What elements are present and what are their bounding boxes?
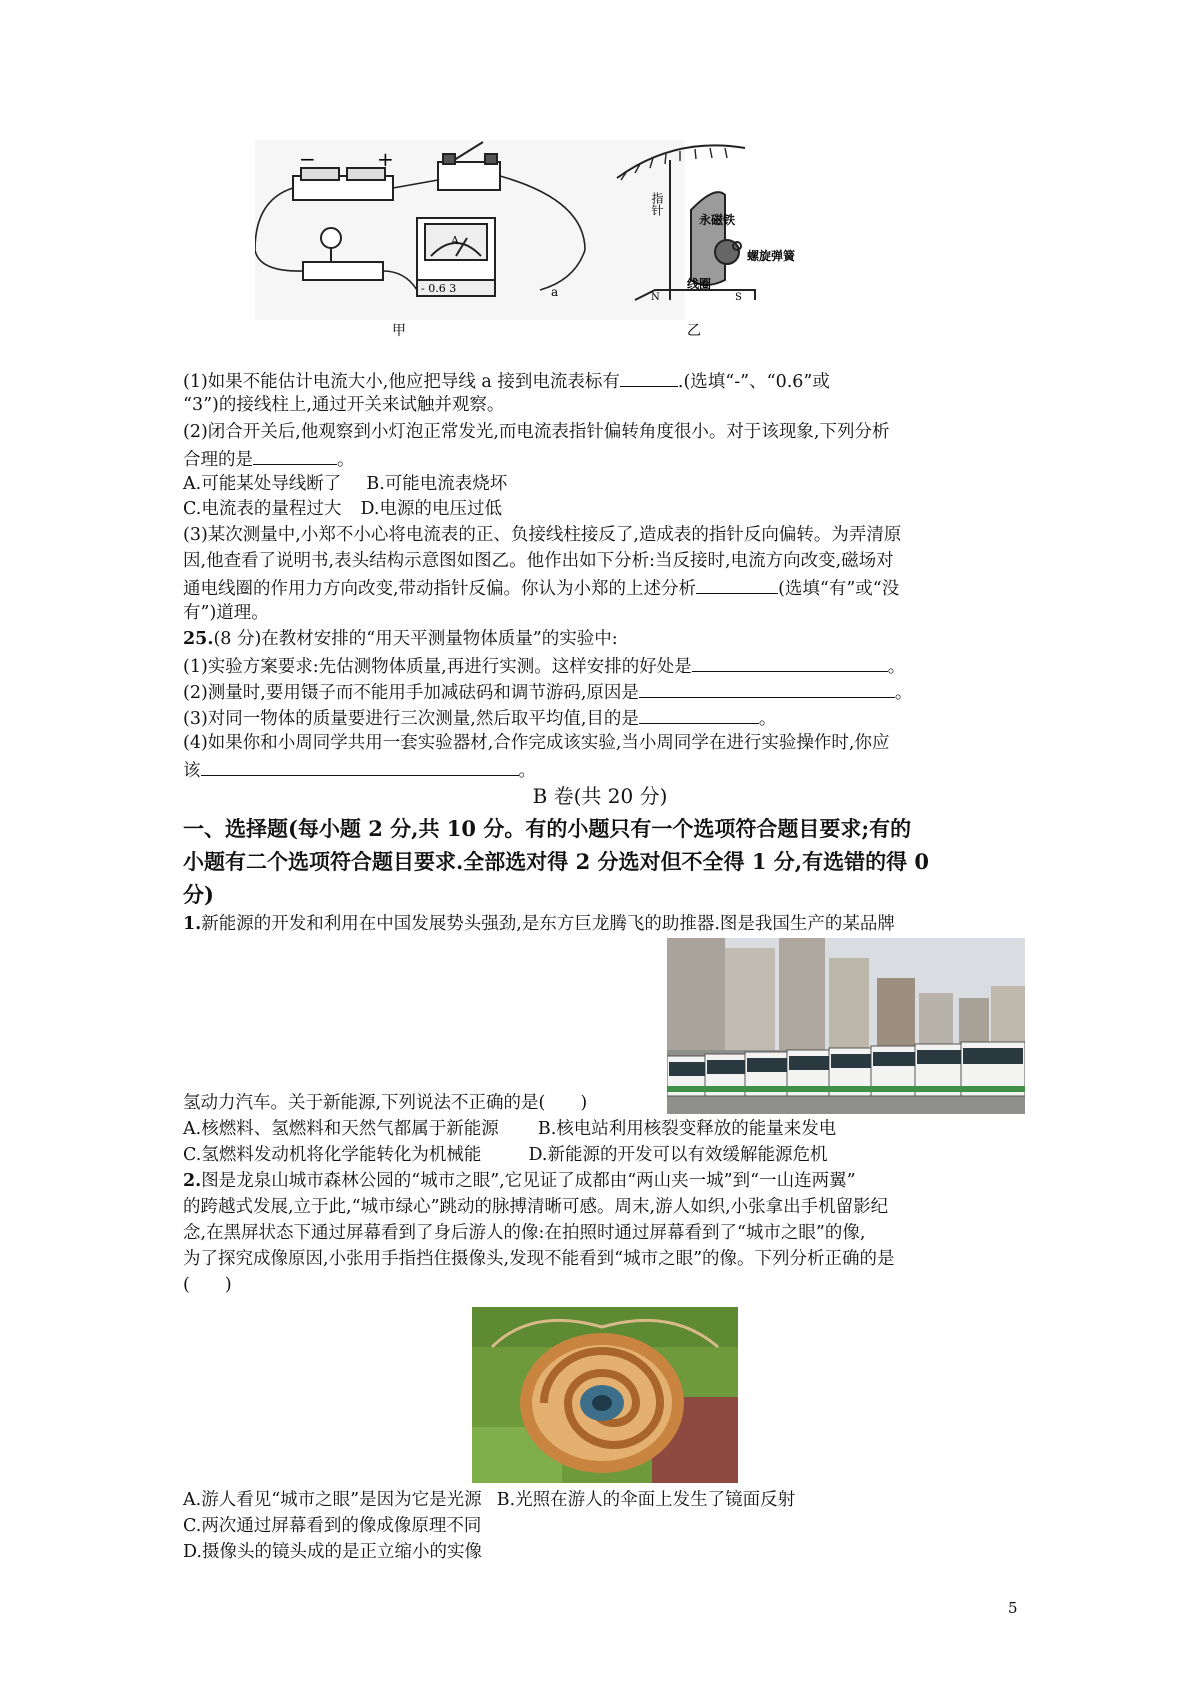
q2-stem-line1: 2.图是龙泉山城市森林公园的“城市之眼”,它见证了成都由“两山夹一城”到“一山连两翼” — [183, 1171, 856, 1191]
ammeter-panel-label: A — [451, 234, 459, 247]
q25-blank-4[interactable] — [201, 757, 519, 776]
part-b-title: B 卷(共 20 分) — [532, 784, 668, 808]
q25-item4-line1: (4)如果你和小周同学共用一套实验器材,合作完成该实验,当小周同学在进行实验操作时,你应 — [183, 733, 890, 753]
q24-option-d[interactable]: D.电源的电压过低 — [360, 499, 502, 519]
q24-blank-3[interactable] — [696, 575, 778, 594]
caption-yi: 乙 — [687, 323, 701, 339]
q1-options-row1 — [183, 1117, 836, 1141]
axis-s-label: S — [735, 292, 742, 303]
q24-part3-line2: 因,他查看了说明书,表头结构示意图如图乙。他作出如下分析:当反接时,电流方向改变,磁场对 — [183, 551, 894, 571]
q1-stem-line2: 氢动力汽车。关于新能源,下列说法不正确的是( ) — [183, 1093, 588, 1113]
magnet-label: 永磁铁 — [699, 213, 736, 227]
q2-stem-line4: 为了探究成像原因,小张用手指挡住摄像头,发现不能看到“城市之眼”的像。下列分析正确的是 — [183, 1249, 895, 1269]
q2-option-b[interactable]: B.光照在游人的伞面上发生了镜面反射 — [496, 1490, 796, 1510]
q24-part3-line4: 有”)道理。 — [183, 603, 269, 623]
q25-blank-3[interactable] — [639, 705, 759, 724]
spring-label: 螺旋弹簧 — [747, 249, 796, 263]
q25-blank-2[interactable] — [639, 679, 895, 698]
q24-option-a[interactable]: A.可能某处导线断了 — [183, 474, 342, 494]
city-eye-photo — [472, 1307, 738, 1483]
q25-blank-1[interactable] — [692, 653, 888, 672]
q2-stem-line5: ( ) — [183, 1275, 232, 1295]
page-number: 5 — [1008, 1599, 1018, 1617]
q1-options-row2 — [183, 1143, 827, 1167]
q24-part2-line2: 合理的是 。 — [183, 446, 355, 472]
section-heading-line3: 分) — [183, 882, 214, 907]
q24-option-c[interactable]: C.电流表的量程过大 — [183, 499, 342, 519]
ammeter-scale-label: - 0.6 3 — [421, 282, 457, 295]
q25-item4-line2: 该 。 — [183, 757, 536, 783]
q24-option-b[interactable]: B.可能电流表烧坏 — [366, 474, 508, 494]
coil-label: 线圈 — [687, 277, 712, 291]
q2-options-row1 — [183, 1488, 795, 1512]
circuit-figure — [255, 140, 935, 365]
q1-option-b[interactable]: B.核电站利用核裂变释放的能量来发电 — [537, 1119, 837, 1139]
battery-minus-label: − — [299, 147, 316, 171]
battery-plus-label: + — [377, 147, 394, 171]
q24-part3-line3: 通电线圈的作用力方向改变,带动指针反偏。你认为小郑的上述分析 (选填“有”或“没 — [183, 575, 899, 601]
section-heading-line2: 小题有二个选项符合题目要求.全部选对得 2 分选对但不全得 1 分,有选错的得 0 — [183, 849, 930, 874]
q2-number: 2. — [183, 1171, 202, 1191]
q2-stem-line2: 的跨越式发展,立于此,“城市绿心”跳动的脉搏清晰可感。周末,游人如织,小张拿出手机留影纪 — [183, 1197, 889, 1217]
q1-number: 1. — [183, 914, 202, 934]
q25-heading: 25.(8 分)在教材安排的“用天平测量物体质量”的实验中: — [183, 629, 618, 649]
q24-blank-2[interactable] — [253, 446, 337, 465]
caption-jia: 甲 — [392, 323, 406, 339]
q2-option-d[interactable]: D.摄像头的镜头成的是正立缩小的实像 — [183, 1542, 482, 1562]
q2-stem-line3: 念,在黑屏状态下通过屏幕看到了身后游人的像:在拍照时通过屏幕看到了“城市之眼”的像, — [183, 1223, 866, 1243]
q24-options-row2 — [183, 497, 502, 521]
axis-n-label: N — [651, 292, 660, 303]
q25-number: 25. — [183, 629, 214, 649]
pointer-label: 指针 — [650, 192, 664, 216]
q2-option-c[interactable]: C.两次通过屏幕看到的像成像原理不同 — [183, 1516, 482, 1536]
section-heading-line1: 一、选择题(每小题 2 分,共 10 分。有的小题只有一个选项符合题目要求;有的 — [183, 816, 912, 841]
wire-a-label: a — [551, 285, 559, 299]
q2-option-a[interactable]: A.游人看见“城市之眼”是因为它是光源 — [183, 1490, 482, 1510]
hydrogen-bus-photo — [667, 938, 1025, 1114]
q24-part1-line1: (1)如果不能估计电流大小,他应把导线 a 接到电流表标有 .(选填“-”、“0.6”或 — [183, 368, 830, 394]
q24-options-row1 — [183, 472, 507, 496]
q24-part2-line1: (2)闭合开关后,他观察到小灯泡正常发光,而电流表指针偏转角度很小。对于该现象,下列分析 — [183, 422, 890, 442]
q24-part1-line2: “3”)的接线柱上,通过开关来试触并观察。 — [183, 395, 505, 415]
q1-stem-line1: 1.新能源的开发和利用在中国发展势头强劲,是东方巨龙腾飞的助推器.图是我国生产的某品牌 — [183, 914, 895, 934]
q24-blank-1[interactable] — [620, 368, 678, 387]
q24-part3-line1: (3)某次测量中,小郑不小心将电流表的正、负接线柱接反了,造成表的指针反向偏转。为弄清原 — [183, 525, 902, 545]
q25-item2: (2)测量时,要用镊子而不能用手加减砝码和调节游码,原因是 。 — [183, 679, 912, 705]
q1-option-a[interactable]: A.核燃料、氢燃料和天然气都属于新能源 — [183, 1119, 499, 1139]
q25-item1: (1)实验方案要求:先估测物体质量,再进行实测。这样安排的好处是 。 — [183, 653, 905, 679]
q25-item3: (3)对同一物体的质量要进行三次测量,然后取平均值,目的是 。 — [183, 705, 776, 731]
q1-option-d[interactable]: D.新能源的开发可以有效缓解能源危机 — [528, 1145, 828, 1165]
q1-option-c[interactable]: C.氢燃料发动机将化学能转化为机械能 — [183, 1145, 482, 1165]
